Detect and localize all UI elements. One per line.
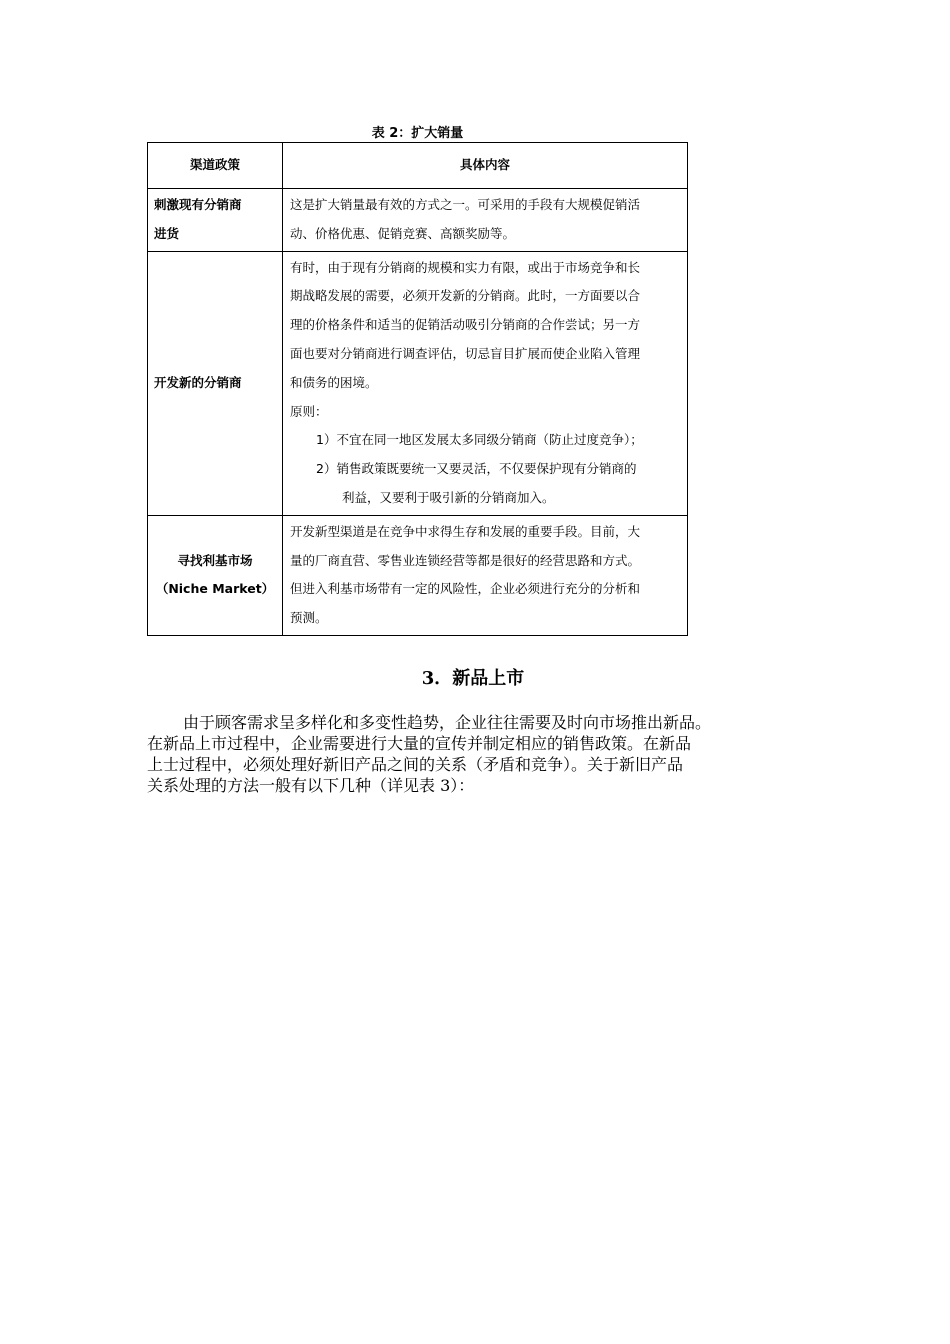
content-line: 理的价格条件和适当的促销活动吸引分销商的合作尝试；另一方	[290, 317, 641, 333]
paragraph-line: 在新品上市过程中，企业需要进行大量的宣传并制定相应的销售政策。在新品	[147, 734, 692, 753]
column-header-policy: 渠道政策	[148, 143, 283, 189]
principle-item-continuation: 利益，又要利于吸引新的分销商加入。	[342, 489, 555, 505]
policy-name-line: 刺激现有分销商	[154, 197, 242, 212]
table-row	[148, 251, 688, 515]
policy-name-cell	[148, 251, 283, 515]
content-line: 有时，由于现有分销商的规模和实力有限，或出于市场竞争和长	[290, 259, 641, 275]
content-line: 这是扩大销量最有效的方式之一。可采用的手段有大规模促销活	[290, 197, 641, 212]
principle-item: 1）不宜在同一地区发展太多同级分销商（防止过度竞争）；	[316, 432, 643, 448]
table-row	[148, 515, 688, 635]
content-line: 预测。	[290, 610, 328, 626]
content-line: 开发新型渠道是在竞争中求得生存和发展的重要手段。目前，大	[290, 523, 641, 539]
content-line: 期战略发展的需要，必须开发新的分销商。此时，一方面要以合	[290, 288, 641, 304]
content-line: 量的厂商直营、零售业连锁经营等都是很好的经营思路和方式。	[290, 552, 641, 568]
policy-content-cell	[283, 189, 688, 252]
policy-name-line: 寻找利基市场	[177, 552, 253, 568]
content-line: 和债务的困境。	[290, 374, 378, 390]
content-line: 但进入利基市场带有一定的风险性，企业必须进行充分的分析和	[290, 581, 641, 597]
policy-name-line: 开发新的分销商	[154, 374, 242, 390]
principle-label: 原则：	[290, 403, 328, 419]
content-line: 面也要对分销商进行调查评估，切忌盲目扩展而使企业陷入管理	[290, 345, 641, 361]
policy-content-cell	[283, 251, 688, 515]
policy-name-line: 进货	[154, 225, 180, 241]
policy-name-line: （Niche Market）	[155, 581, 275, 597]
channel-policy-table	[147, 142, 688, 636]
paragraph-line: 关系处理的方法一般有以下几种（详见表 3）：	[147, 776, 475, 795]
body-paragraph	[147, 712, 827, 796]
paragraph-line: 由于顾客需求呈多样化和多变性趋势，企业往往需要及时向市场推出新品。	[183, 713, 712, 732]
table-title: 表 2：扩大销量	[371, 126, 464, 141]
policy-name-cell	[148, 189, 283, 252]
table-header-row	[148, 143, 688, 189]
section-heading: 3．新品上市	[421, 668, 525, 689]
content-line: 动、价格优惠、促销竞赛、高额奖励等。	[290, 225, 516, 241]
policy-content-cell	[283, 515, 688, 635]
paragraph-line: 上士过程中，必须处理好新旧产品之间的关系（矛盾和竞争）。关于新旧产品	[147, 755, 684, 774]
table-row	[148, 189, 688, 252]
policy-name-cell	[148, 515, 283, 635]
column-header-content: 具体内容	[283, 143, 688, 189]
principle-item: 2）销售政策既要统一又要灵活，不仅要保护现有分销商的	[316, 461, 637, 477]
